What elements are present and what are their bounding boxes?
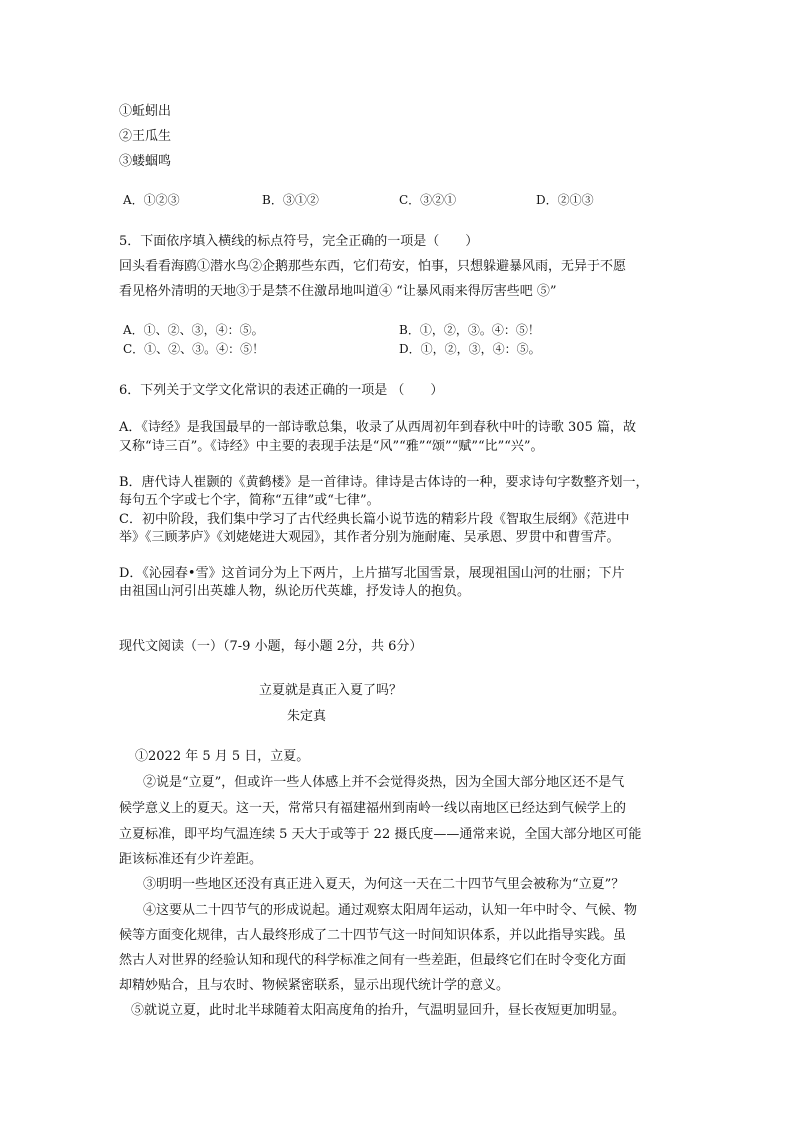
paragraph-4-line-2: 候等方面变化规律，古人最终形成了二十四节气这一时间知识体系，并以此指导实践。虽: [119, 928, 627, 943]
q5-option-b: B．①，②，③。④：⑤！: [399, 323, 540, 337]
paragraph-3: ③明明一些地区还没有真正进入夏天，为何这一天在二十四节气里会被称为“立夏”？: [143, 877, 625, 892]
paragraph-2-line-1: ②说是“立夏”，但或许一些人体感上并不会觉得炎热，因为全国大部分地区还不是气: [143, 775, 625, 790]
q4-option-a: A．①②③: [123, 193, 180, 207]
paragraph-1: ①2022 年 5 月 5 日，立夏。: [135, 749, 310, 764]
q4-option-b: B．③①②: [262, 193, 319, 207]
paragraph-2-line-2: 候学意义上的夏天。这一天，常常只有福建福州到南岭一线以南地区已经达到气候学上的: [119, 801, 627, 816]
q6-option-b-line-1: B．唐代诗人崔颢的《黄鹤楼》是一首律诗。律诗是古体诗的一种，要求诗句字数整齐划一，: [119, 475, 649, 490]
item-2: ②王瓜生: [119, 129, 172, 144]
q6-option-d-line-1: D．《沁园春•雪》这首词分为上下两片，上片描写北国雪景，展现祖国山河的壮丽；下片: [119, 566, 625, 581]
q5-stem: 5．下面依序填入横线的标点符号，完全正确的一项是（ ）: [119, 234, 479, 249]
q6-option-a-line-1: A．《诗经》是我国最早的一部诗歌总集，收录了从西周初年到春秋中叶的诗歌 305 篇，故: [119, 420, 636, 435]
q5-option-d: D．①，②，③，④：⑤。: [399, 342, 541, 356]
q6-option-b-line-2: 每句五个字或七个字，简称“五律”或“七律”。: [119, 493, 380, 508]
item-1: ①蚯蚓出: [119, 104, 172, 119]
q5-passage-line-2: 看见格外清明的天地③于是禁不住激昂地叫道④ “让暴风雨来得厉害些吧 ⑤”: [119, 284, 557, 299]
paragraph-5: ⑤就说立夏，此时北半球随着太阳高度角的抬升，气温明显回升，昼长夜短更加明显。: [131, 1003, 626, 1018]
reading-header: 现代文阅读（一）（7-9 小题，每小题 2分，共 6分）: [119, 639, 423, 654]
paragraph-4-line-1: ④这要从二十四节气的形成说起。通过观察太阳周年运动，认知一年中时令、气候、物: [143, 903, 638, 918]
q6-option-c-line-1: C．初中阶段，我们集中学习了古代经典长篇小说节选的精彩片段《智取生辰纲》《范进中: [119, 512, 630, 527]
q6-option-a-line-2: 又称“诗三百”。《诗经》中主要的表现手法是“风”“雅”“颂”“赋”“比”“兴”。: [119, 439, 544, 454]
item-3: ③蝼蝈鸣: [119, 154, 172, 169]
article-author: 朱定真: [287, 709, 327, 724]
paragraph-4-line-4: 却精妙贴合，且与农时、物候紧密联系，显示出现代统计学的意义。: [119, 978, 510, 993]
q5-option-c: C．①、②、③。④：⑤！: [123, 342, 265, 356]
q6-stem: 6．下列关于文学文化常识的表述正确的一项是 （ ）: [119, 383, 444, 398]
paragraph-2-line-3: 立夏标准，即平均气温连续 5 天大于或等于 22 摄氏度——通常来说，全国大部分地区可能: [119, 827, 642, 842]
q4-option-c: C．③②①: [399, 193, 457, 207]
paragraph-4-line-3: 然古人对世界的经验认知和现代的科学标准之间有一些差距，但最终它们在时令变化方面: [119, 953, 627, 968]
q6-option-d-line-2: 由祖国山河引出英雄人物，纵论历代英雄，抒发诗人的抱负。: [119, 584, 471, 599]
paragraph-2-line-4: 距该标准还有少许差距。: [119, 852, 263, 867]
q5-passage-line-1: 回头看看海鸥①潜水鸟②企鹅那些东西，它们苟安，怕事，只想躲避暴风雨，无异于不愿: [119, 259, 627, 274]
q5-option-a: A．①、②、③，④：⑤。: [123, 323, 264, 337]
q4-option-d: D．②①③: [536, 193, 594, 207]
article-title: 立夏就是真正入夏了吗？: [259, 683, 403, 698]
q6-option-c-line-2: 举》《三顾茅庐》《刘姥姥进大观园》，其作者分别为施耐庵、吴承恩、罗贯中和曹雪芹。: [119, 530, 620, 545]
